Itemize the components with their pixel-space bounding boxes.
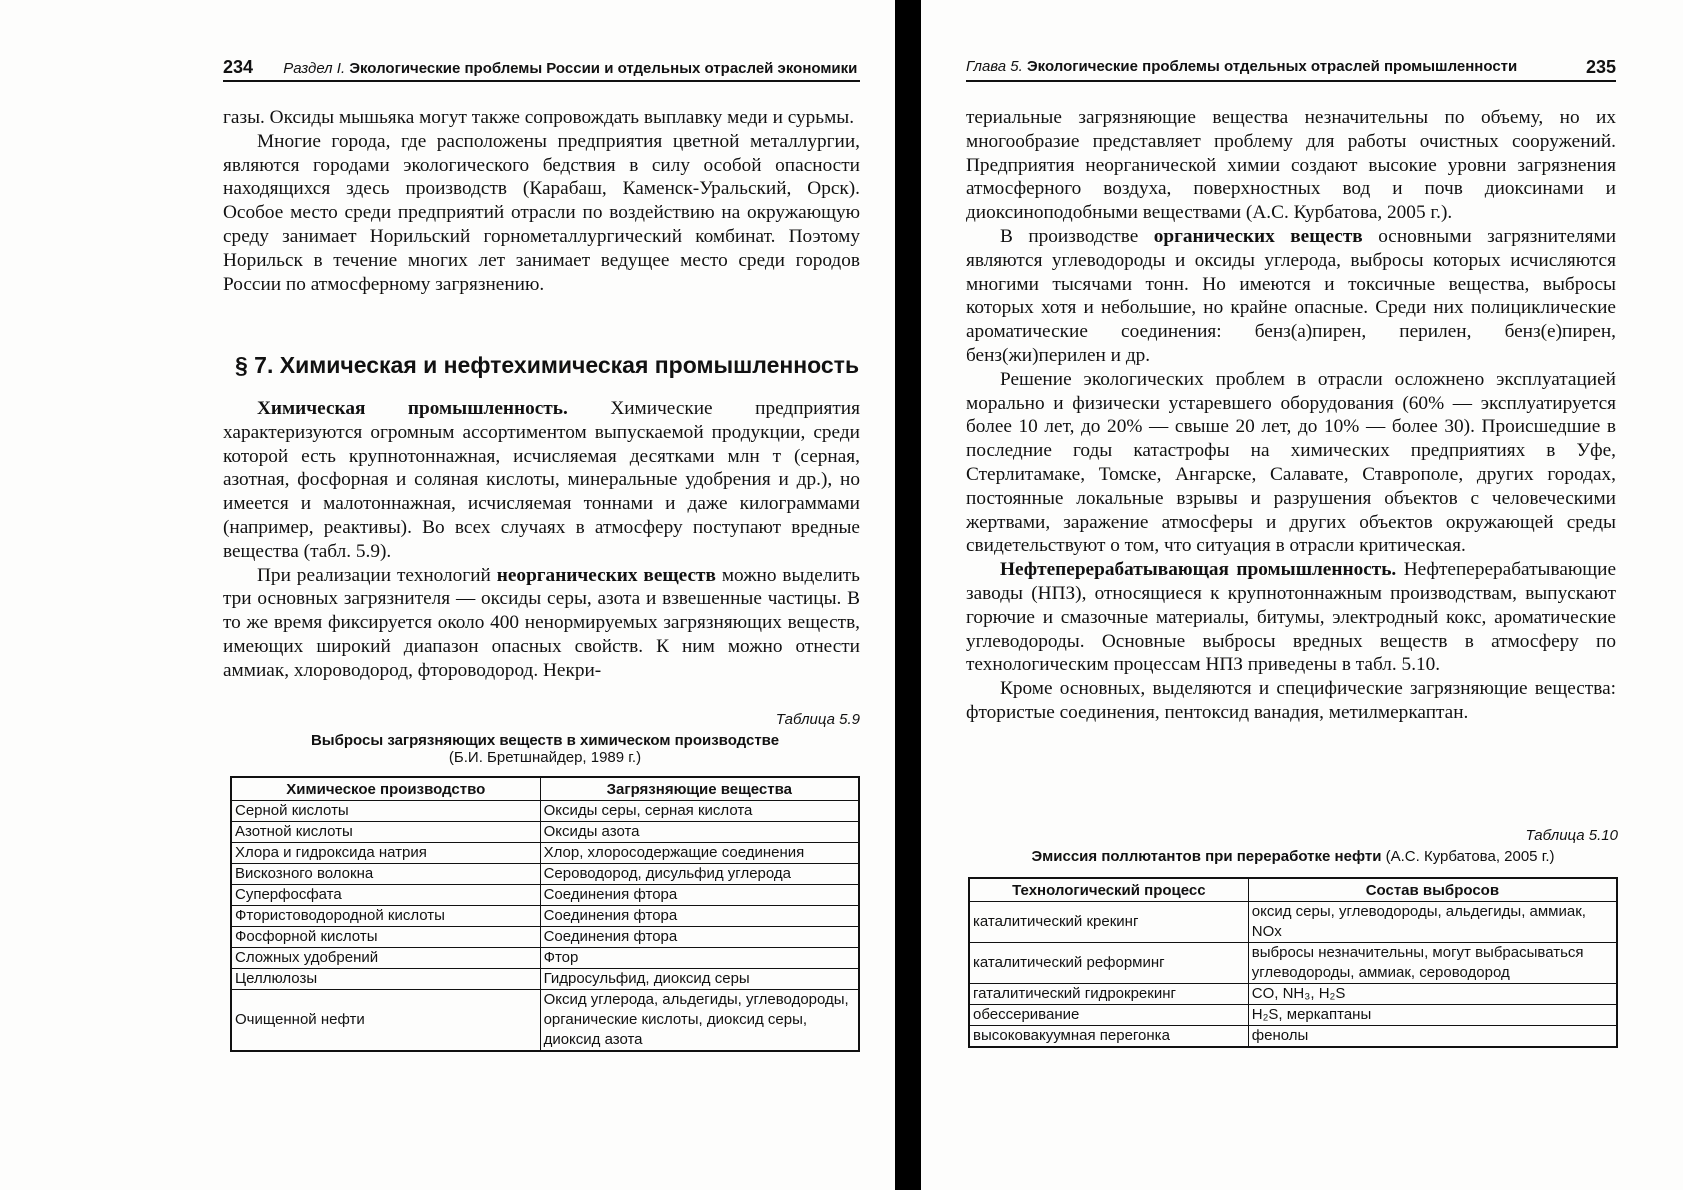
- paragraph: газы. Оксиды мышьяка могут также сопровождать выплавку меди и сурьмы.: [223, 107, 855, 128]
- table-row: [969, 1026, 1617, 1048]
- table-cell: гаталитический гидрокрекинг: [969, 984, 1248, 1005]
- table-row: [231, 969, 859, 990]
- table-row: [231, 801, 859, 822]
- table-cell: Азотной кислоты: [231, 822, 540, 843]
- body-text-top: [223, 106, 860, 296]
- table-header: Технологический процесс: [969, 878, 1248, 902]
- table-header: Химическое производство: [231, 777, 540, 801]
- table-row: [231, 822, 859, 843]
- table-cell: Оксиды серы, серная кислота: [540, 801, 859, 822]
- table-cell: Фосфорной кислоты: [231, 927, 540, 948]
- paragraph: При реализации технологий неорганических веществ можно выделить три основных загрязнителя — оксиды серы, азота и взвешенные частицы. В то же время фиксируется около 400 ненормируемых загрязняющих веществ, имеющих широкий диапазон опасных свойств. К ним можно отнести аммиак, хлороводород, фтороводород. Некри-: [223, 564, 860, 681]
- running-title: Экологические проблемы отдельных отраслей промышленности: [1027, 58, 1518, 75]
- page-number: 234: [223, 57, 254, 77]
- table-cell: Сероводород, дисульфид углерода: [540, 864, 859, 885]
- paragraph: Решение экологических проблем в отрасли осложнено эксплуатацией морально и физически устаревшего оборудования (60% — эксплуатируется более 10 лет, до 20% — свыше 20 лет, до 10% — более 30). Происшедшие в последние годы катастрофы на химических предприятиях в Уфе, Стерлитамаке, Томске, Ангарске, Салавате, Ставрополе, других городах, постоянные локальные взрывы и разрушения объектов с человеческими жертвами, заражение атмосферы и других объектов окружающей среды свидетельствуют о том, что ситуация в отрасли критическая.: [966, 368, 1616, 557]
- running-header-right: [966, 54, 1616, 82]
- body-text: [966, 106, 1616, 725]
- table-cell: Фтористоводородной кислоты: [231, 906, 540, 927]
- table-cell: Оксид углерода, альдегиды, углеводороды, органические кислоты, диоксид серы, диоксид азота: [540, 990, 859, 1052]
- table-cell: каталитический реформинг: [969, 943, 1248, 984]
- table-row: [969, 1005, 1617, 1026]
- table-cell: Целлюлозы: [231, 969, 540, 990]
- section-heading: § 7. Химическая и нефтехимическая промышленность: [235, 352, 860, 378]
- table-row: [231, 885, 859, 906]
- table-cell: Хлора и гидроксида натрия: [231, 843, 540, 864]
- table-row: [231, 864, 859, 885]
- table-title: Выбросы загрязняющих веществ в химическом производстве (Б.И. Бретшнайдер, 1989 г.): [310, 732, 780, 766]
- table-label: Таблица 5.9: [775, 711, 860, 728]
- table-5-9: [230, 776, 860, 1052]
- table-row: [969, 984, 1617, 1005]
- paragraph: териальные загрязняющие вещества незначительны по объему, но их многообразие представляет проблему для работы очистных сооружений. Предприятия неорганической химии создают высокие уровни загрязнения атмосферного воздуха, поверхностных вод и почв диоксинами и диоксиноподобными веществами (А.С. Курбатова, 2005 г.).: [966, 107, 1616, 224]
- table-header: Состав выбросов: [1248, 878, 1617, 902]
- table-row: [231, 843, 859, 864]
- bold-term: Нефтеперерабатывающая промышленность.: [1000, 559, 1397, 581]
- bold-term: органических веществ: [1153, 225, 1363, 247]
- table-cell: высоковакуумная перегонка: [969, 1026, 1248, 1048]
- table-header-row: [969, 878, 1617, 902]
- table-cell: фенолы: [1248, 1026, 1617, 1048]
- table-cell: обессеривание: [969, 1005, 1248, 1026]
- table-cell: Соединения фтора: [540, 906, 859, 927]
- table-header-row: [231, 777, 859, 801]
- table-row: [231, 906, 859, 927]
- paragraph: Нефтеперерабатывающая промышленность. Нефтеперерабатывающие заводы (НПЗ), относящиеся к крупнотоннажным производствам, выпускают горючие и смазочные материалы, битумы, электродный кокс, ароматические углеводороды. Основные выбросы вредных веществ в атмосферу по технологическим процессам НПЗ приведены в табл. 5.10.: [966, 559, 1617, 676]
- running-title: Экологические проблемы России и отдельных отраслей экономики: [349, 60, 858, 77]
- table-cell: Фтор: [540, 948, 859, 969]
- table-cell: оксид серы, углеводороды, альдегиды, аммиак, NOx: [1248, 902, 1617, 943]
- table-cell: Вискозного волокна: [231, 864, 540, 885]
- page-number: 235: [1585, 57, 1616, 77]
- table-cell: выбросы незначительны, могут выбрасываться углеводороды, аммиак, сероводород: [1248, 943, 1617, 984]
- section-label: Раздел I.: [283, 60, 346, 77]
- table-cell: Оксиды азота: [540, 822, 859, 843]
- paragraph: Многие города, где расположены предприятия цветной металлургии, являются городами экологического бедствия в силу особой опасности находящихся здесь производств (Карабаш, Каменск-Уральский, Орск). Особое место среди предприятий отрасли по воздействию на окружающую среду занимает Норильский горнометаллургический комбинат. Поэтому Норильск в течение многих лет занимает ведущее место среди городов России по атмосферному загрязнению.: [223, 130, 860, 295]
- table-row: [231, 927, 859, 948]
- table-row: [969, 943, 1617, 984]
- bold-term: Химическая промышленность.: [257, 398, 568, 419]
- table-cell: H₂S, меркаптаны: [1248, 1005, 1617, 1026]
- table-cell: Серной кислоты: [231, 801, 540, 822]
- running-header-left: [223, 54, 860, 82]
- table-cell: Гидросульфид, диоксид серы: [540, 969, 859, 990]
- right-page: [921, 0, 1683, 1190]
- paragraph: В производстве органических веществ основными загрязнителями являются углеводороды и оксиды углерода, выбросы которых исчисляются многими тысячами тонн. Но имеются и токсичные вещества, выбросы которых хотя и небольшие, но крайне опасные. Среди них полициклические ароматические соединения: бенз(а)пирен, перилен, бенз(е)пирен, бенз(жи)перилен и др.: [966, 225, 1617, 366]
- chapter-label: Глава 5.: [966, 58, 1023, 75]
- paragraph: Кроме основных, выделяются и специфические загрязняющие вещества: фтористые соединения, пентоксид ванадия, метилмеркаптан.: [966, 678, 1616, 723]
- table-cell: CO, NH₃, H₂S: [1248, 984, 1617, 1005]
- table-row: [231, 990, 859, 1052]
- table-cell: Хлор, хлоросодержащие соединения: [540, 843, 859, 864]
- table-cell: Соединения фтора: [540, 927, 859, 948]
- table-cell: каталитический крекинг: [969, 902, 1248, 943]
- table-title: Эмиссия поллютантов при переработке нефти (А.С. Курбатова, 2005 г.): [1031, 848, 1555, 865]
- table-label: Таблица 5.10: [1525, 827, 1618, 844]
- table-cell: Соединения фтора: [540, 885, 859, 906]
- table-cell: Сложных удобрений: [231, 948, 540, 969]
- paragraph: Химическая промышленность. Химические предприятия характеризуются огромным ассортиментом выпускаемой продукции, среди которой есть крупнотоннажная, исчисляемая десятками млн т (серная, азотная, фосфорная и соляная кислоты, минеральные удобрения и др.), но имеется и малотоннажная, исчисляемая тоннами и даже килограммами (например, реактивы). Во всех случаях в атмосферу поступают вредные вещества (табл. 5.9).: [223, 398, 860, 562]
- table-cell: Очищенной нефти: [231, 990, 540, 1052]
- table-row: [231, 948, 859, 969]
- table-row: [969, 902, 1617, 943]
- body-text-bottom: [223, 397, 860, 683]
- table-header: Загрязняющие вещества: [540, 777, 859, 801]
- table-cell: Суперфосфата: [231, 885, 540, 906]
- table-5-10: [968, 877, 1618, 1048]
- bold-term: неорганических веществ: [496, 564, 716, 586]
